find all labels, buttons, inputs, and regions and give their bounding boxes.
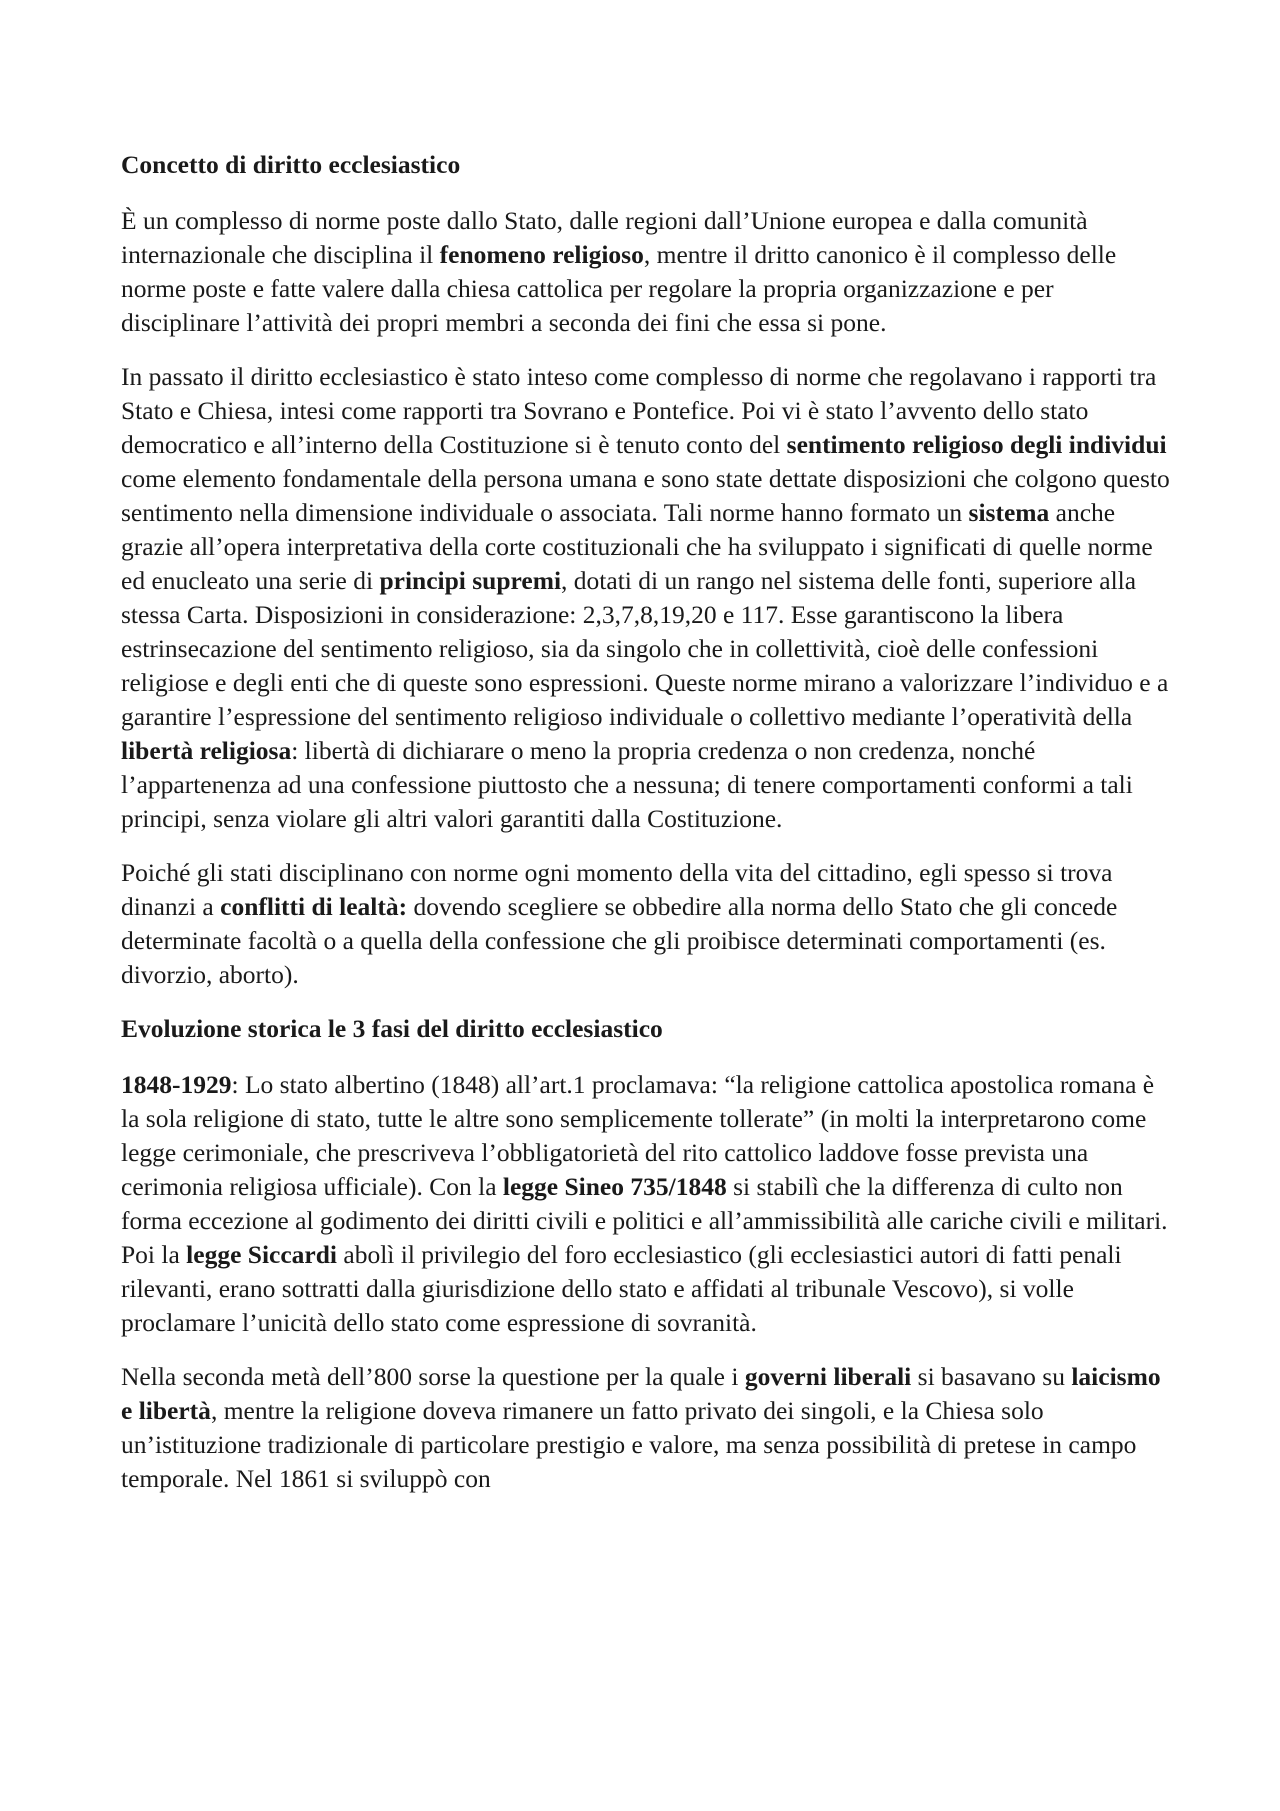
document-page — [121, 148, 1171, 1516]
bold-term: sistema — [968, 498, 1050, 527]
text-run: si basavano su — [911, 1362, 1072, 1391]
paragraph-3 — [121, 856, 1171, 992]
text-run: Poiché gli stati disciplinano con norme ogni momento della vita del cittadino, egli spesso si trova dinanzi a — [121, 858, 1113, 921]
bold-term: governi liberali — [744, 1362, 912, 1391]
bold-term: legge Sineo 735/1848 — [502, 1172, 727, 1201]
text-run: , dotati di un rango nel sistema delle fonti, superiore alla stessa Carta. Disposizioni in considerazione: 2,3,7,8,19,20 e 117. Esse garantiscono la libera estrinsecazione del sentimento religioso, sia da singolo che in collettività, cioè delle confessioni religiose e degli enti che di queste sono espressioni. Queste norme mirano a valorizzare l’individuo e a garantire l’espressione del sentimento religioso individuale o collettivo mediante l’operatività della — [121, 566, 1169, 731]
text-run: come elemento fondamentale della persona umana e sono state dettate disposizioni che colgono questo sentimento nella dimensione individuale o associata. Tali norme hanno formato un — [121, 464, 1170, 527]
text-run: anche grazie all’opera interpretativa della corte costituzionali che ha sviluppato i significati di quelle norme ed enucleato una serie di — [121, 498, 1153, 595]
heading-evoluzione: Evoluzione storica le 3 fasi del diritto ecclesiastico — [121, 1014, 663, 1043]
bold-term: fenomeno religioso — [439, 240, 644, 269]
bold-term: laicismo e libertà — [121, 1362, 1161, 1425]
text-run: È un complesso di norme poste dallo Stato, dalle regioni dall’Unione europea e dalla comunità internazionale che disciplina il — [121, 206, 1088, 269]
bold-term: legge Siccardi — [186, 1240, 338, 1269]
text-run: : libertà di dichiarare o meno la propria credenza o non credenza, nonché l’appartenenza ad una confessione piuttosto che a nessuna; di tenere comportamenti conformi a tali principi, senza violare gli altri valori garantiti dalla Costituzione. — [121, 736, 1133, 833]
paragraph-4 — [121, 1068, 1171, 1340]
bold-term: conflitti di lealtà: — [220, 892, 408, 921]
bold-term: libertà religiosa — [121, 736, 292, 765]
text-run: dovendo scegliere se obbedire alla norma dello Stato che gli concede determinate facoltà o a quella della confessione che gli proibisce determinati comportamenti (es. divorzio, aborto). — [121, 892, 1118, 989]
text-run: Nella seconda metà dell’800 sorse la questione per la quale i — [121, 1362, 745, 1391]
text-run: , mentre la religione doveva rimanere un fatto privato dei singoli, e la Chiesa solo un’istituzione tradizionale di particolare prestigio e valore, ma senza possibilità di pretese in campo temporale. Nel 1861 si sviluppò con — [121, 1396, 1137, 1493]
heading-concetto: Concetto di diritto ecclesiastico — [121, 150, 461, 179]
text-run: abolì il privilegio del foro ecclesiastico (gli ecclesiastici autori di fatti penali rilevanti, erano sottratti dalla giurisdizione dello stato e affidati al tribunale Vescovo), si volle proclamare l’unicità dello stato come espressione di sovranità. — [121, 1240, 1122, 1337]
text-run: : Lo stato albertino (1848) all’art.1 proclamava: “la religione cattolica apostolica romana è la sola religione di stato, tutte le altre sono semplicemente tollerate” (in molti la interpretarono come legge cerimoniale, che prescriveva l’obbligatorietà del rito cattolico laddove fosse prevista una cerimonia religiosa ufficiale). Con la — [121, 1070, 1155, 1201]
text-run: si stabilì che la differenza di culto non forma eccezione al godimento dei diritti civili e politici e all’ammissibilità alle cariche civili e militari. Poi la — [121, 1172, 1168, 1269]
bold-term: 1848-1929 — [121, 1070, 232, 1099]
bold-term: principi supremi — [379, 566, 562, 595]
paragraph-1 — [121, 204, 1171, 340]
bold-term: sentimento religioso degli individui — [786, 430, 1167, 459]
text-run: In passato il diritto ecclesiastico è stato inteso come complesso di norme che regolavano i rapporti tra Stato e Chiesa, intesi come rapporti tra Sovrano e Pontefice. Poi vi è stato l’avvento dello stato democratico e all’interno della Costituzione si è tenuto conto del — [121, 362, 1157, 459]
paragraph-5 — [121, 1360, 1171, 1496]
text-run: , mentre il dritto canonico è il complesso delle norme poste e fatte valere dalla chiesa cattolica per regolare la propria organizzazione e per disciplinare l’attività dei propri membri a seconda dei fini che essa si pone. — [121, 240, 1117, 337]
paragraph-2 — [121, 360, 1171, 836]
